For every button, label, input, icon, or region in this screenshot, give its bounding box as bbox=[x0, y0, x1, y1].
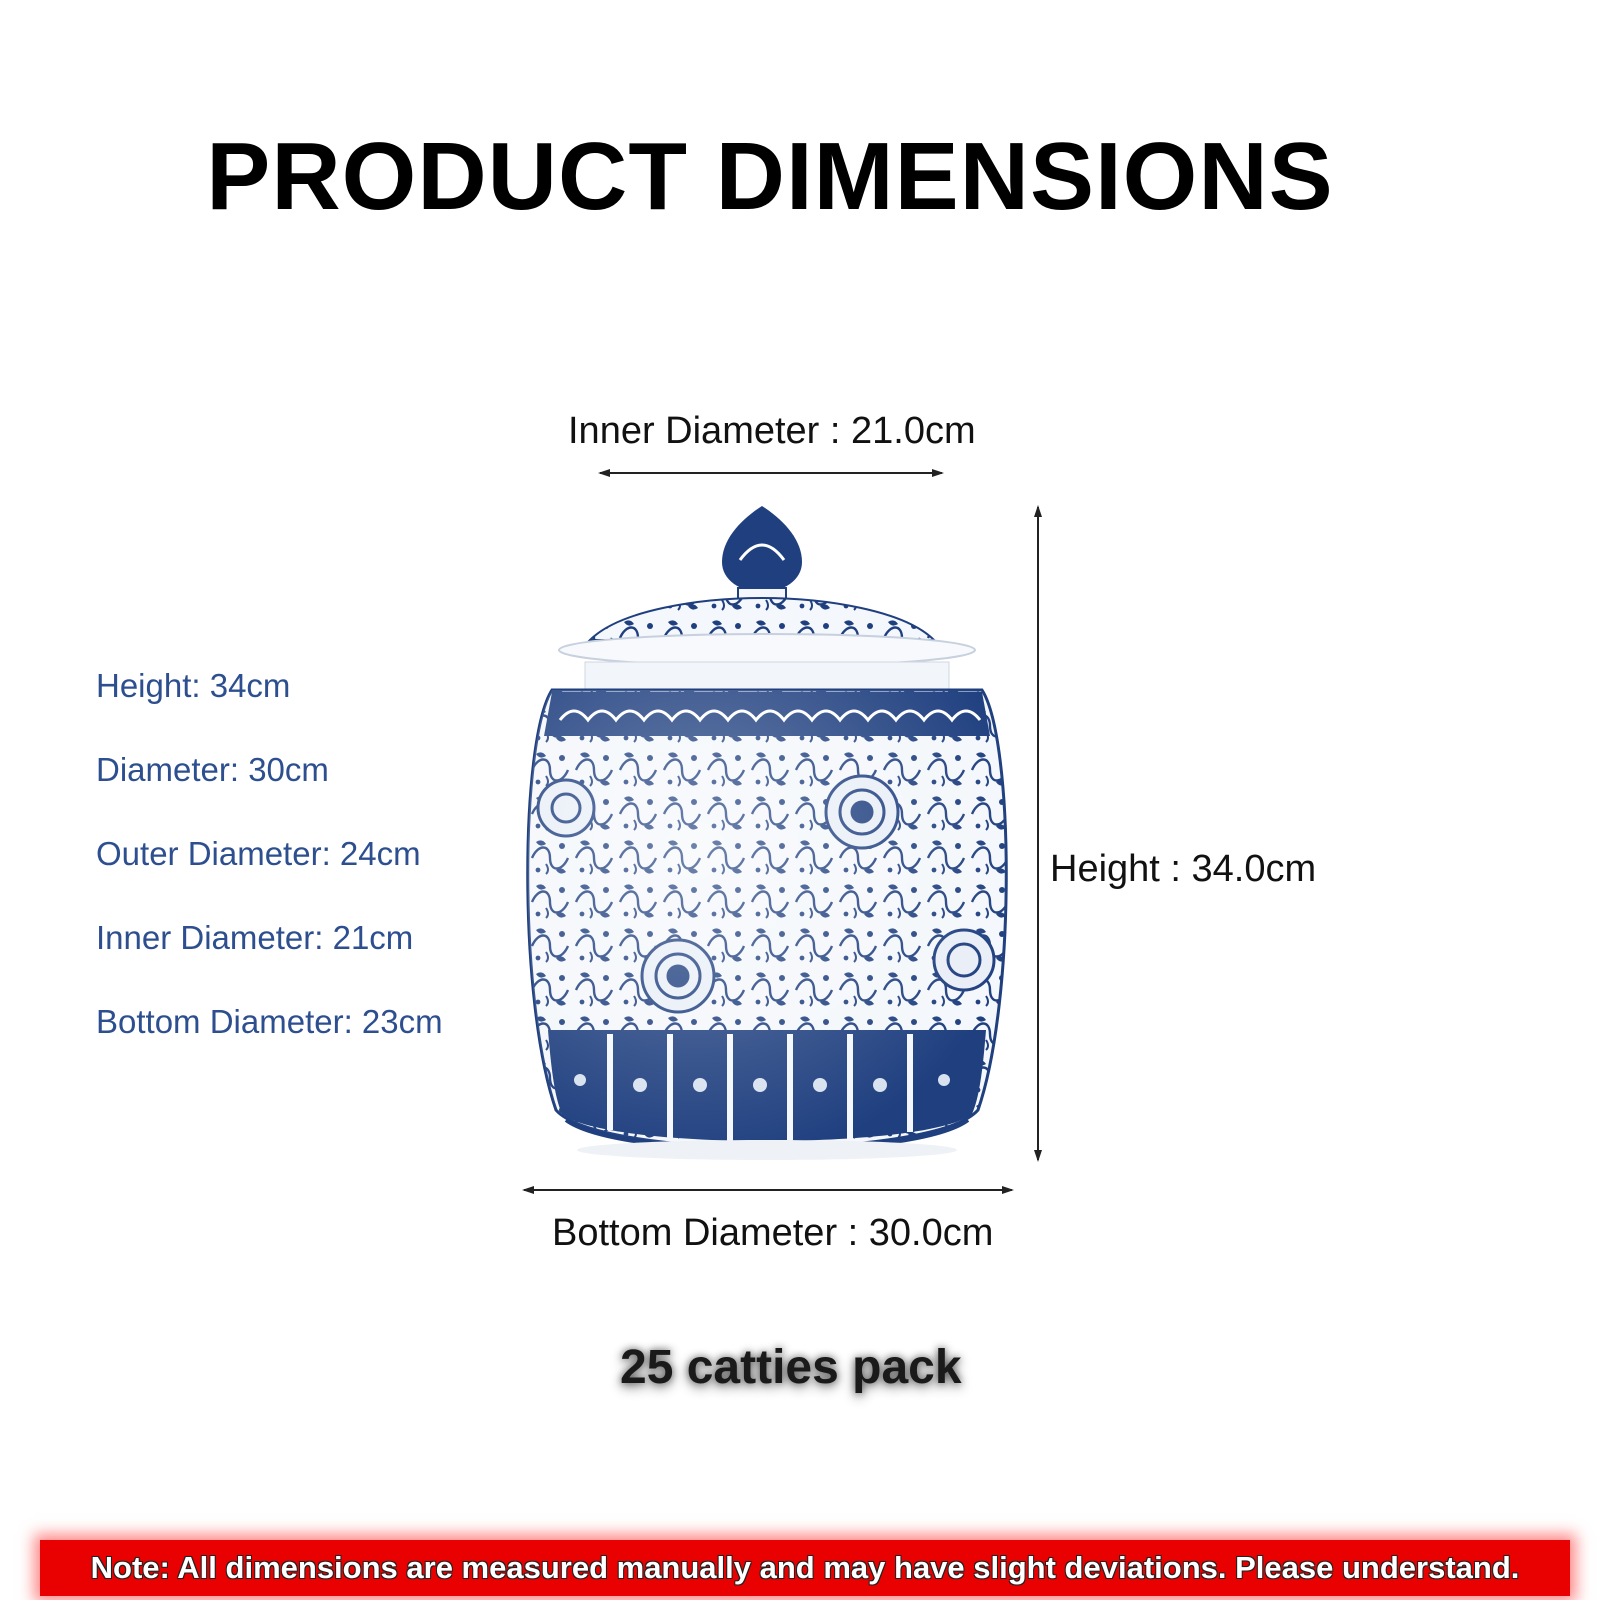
jar bbox=[528, 506, 1007, 1160]
spec-inner-diameter: Inner Diameter: 21cm bbox=[96, 919, 414, 956]
pack-size-label: 25 catties pack bbox=[620, 1341, 962, 1394]
spec-diameter: Diameter: 30cm bbox=[96, 751, 329, 788]
spec-bottom-diameter: Bottom Diameter: 23cm bbox=[96, 1003, 443, 1040]
inner-diameter-label: Inner Diameter : 21.0cm bbox=[568, 410, 976, 452]
bottom-diameter-label: Bottom Diameter : 30.0cm bbox=[552, 1212, 994, 1254]
height-label: Height : 34.0cm bbox=[1050, 848, 1317, 890]
spec-outer-diameter: Outer Diameter: 24cm bbox=[96, 835, 421, 872]
spec-height: Height: 34cm bbox=[96, 667, 291, 704]
page-title: PRODUCT DIMENSIONS bbox=[206, 123, 1334, 230]
note-text: Note: All dimensions are measured manually and may have slight deviations. Please understand. bbox=[90, 1550, 1520, 1585]
height-arrow bbox=[1034, 505, 1042, 1162]
inner-diameter-arrow bbox=[598, 469, 944, 477]
bottom-diameter-arrow bbox=[522, 1186, 1014, 1194]
note-banner bbox=[40, 1540, 1570, 1596]
